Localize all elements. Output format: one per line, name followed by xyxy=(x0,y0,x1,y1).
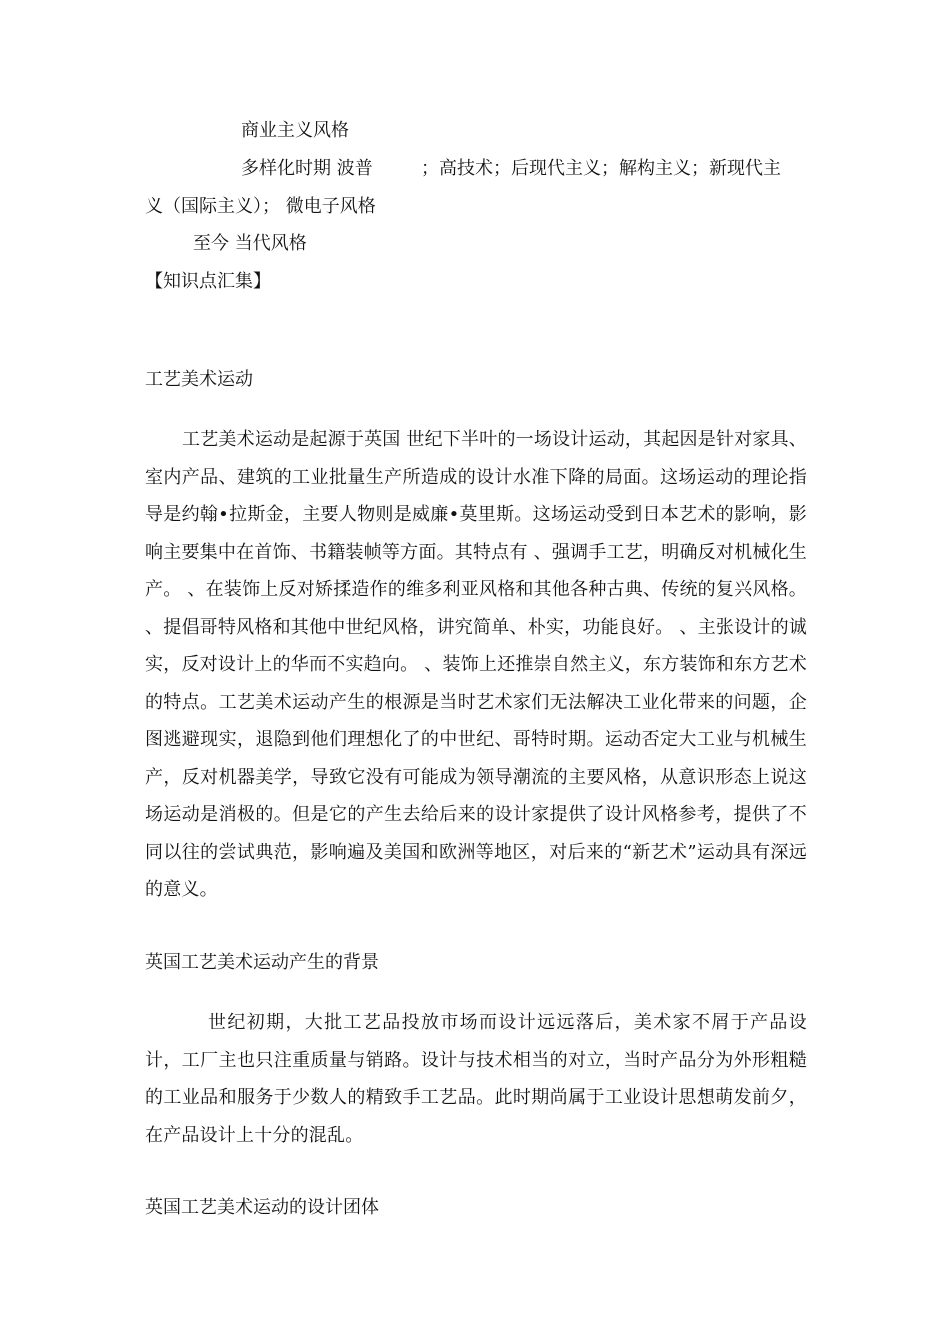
outline-diversification-b: ；高技术；后现代主义；解构主义；新现代主 xyxy=(421,158,781,179)
outline-commercialism: 商业主义风格 xyxy=(241,120,349,141)
section-body-background: 世纪初期，大批工艺品投放市场而设计远远落后，美术家不屑于产品设计，工厂主也只注重质量与销路。设计与技术相当的对立，当时产品分为外形粗糙的工业品和服务于少数人的精致手工艺品。此时期尚属于工业设计思想萌发前夕，在产品设计上十分的混乱。 xyxy=(145,1012,807,1146)
section-title-background: 英国工艺美术运动产生的背景 xyxy=(145,952,379,973)
section-title-arts-crafts: 工艺美术运动 xyxy=(145,369,253,390)
section-body-arts-crafts: 工艺美术运动是起源于英国 世纪下半叶的一场设计运动，其起因是针对家具、室内产品、建筑的工业批量生产所造成的设计水准下降的局面。这场运动的理论指导是约翰•拉斯金，主要人物则是威廉•莫里斯。这场运动受到日本艺术的影响，影响主要集中在首饰、书籍装帧等方面。其特点有 、强调手工艺，明确反对机械化生产。 、在装饰上反对矫揉造作的维多利亚风格和其他各种古典、传统的复兴风格。 、提倡哥特风格和其他中世纪风格，讲究简单、朴实，功能良好。 、主张设计的诚实，反对设计上的华而不实趋向。 、装饰上还推崇自然主义，东方装饰和东方艺术的特点。工艺美术运动产生的根源是当时艺术家们无法解决工业化带来的问题，企图逃避现实，退隐到他们理想化了的中世纪、哥特时期。运动否定大工业与机械生产，反对机器美学，导致它没有可能成为领导潮流的主要风格，从意识形态上说这场运动是消极的。但是它的产生去给后来的设计家提供了设计风格参考，提供了不同以往的尝试典范，影响遍及美国和欧洲等地区，对后来的“新艺术”运动具有深远的意义。 xyxy=(145,429,807,900)
outline-contemporary: 至今 当代风格 xyxy=(193,233,307,254)
outline-diversification-a: 多样化时期 波普 xyxy=(241,158,373,179)
section-title-design-groups: 英国工艺美术运动的设计团体 xyxy=(145,1197,379,1218)
knowledge-points-label: 【知识点汇集】 xyxy=(145,271,271,292)
outline-diversification-cont: 义（国际主义）； 微电子风格 xyxy=(145,196,376,217)
